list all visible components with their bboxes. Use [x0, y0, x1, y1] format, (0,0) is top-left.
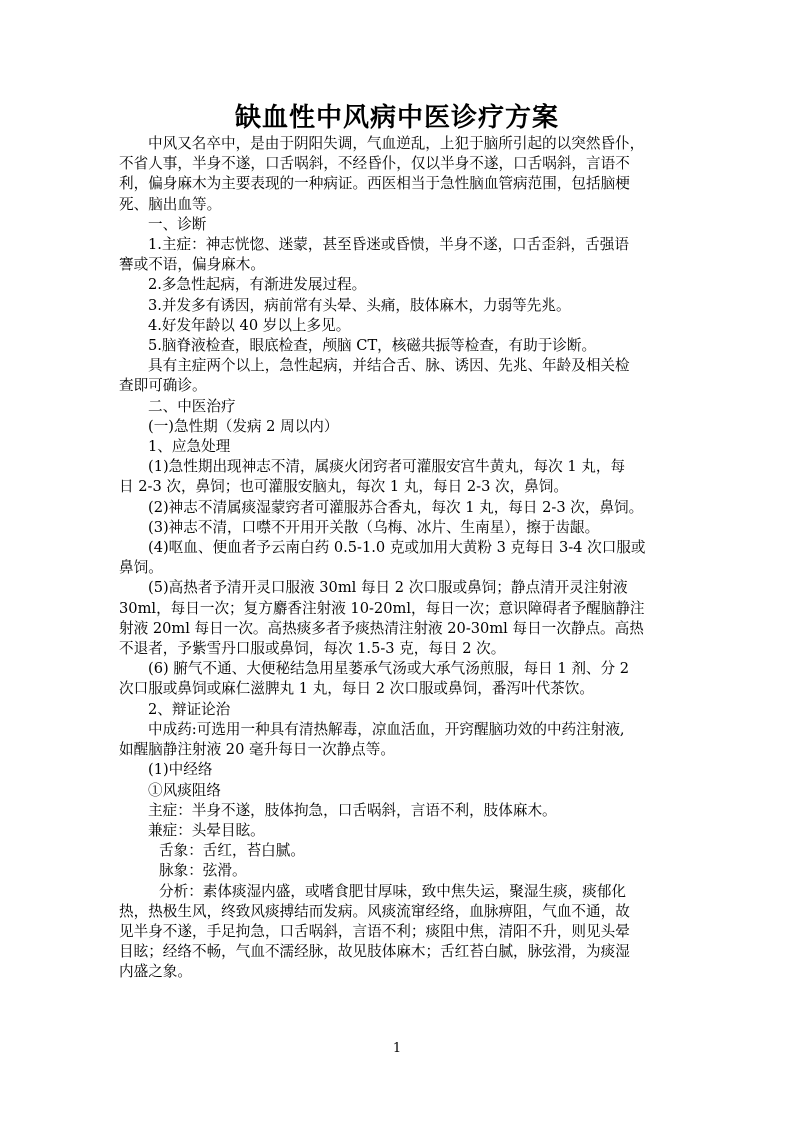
section-heading: 二、中医治疗 [148, 397, 236, 415]
paragraph-line: 2.多急性起病，有渐进发展过程。 [148, 276, 367, 294]
section-heading: 一、诊断 [148, 215, 207, 233]
paragraph-line: 主症：半身不遂，肢体拘急，口舌㖞斜，言语不利，肢体麻木。 [148, 801, 557, 819]
subsection-heading: 2、辩证论治 [148, 700, 231, 718]
paragraph-line: 不省人事，半身不遂，口舌㖞斜，不经昏仆，仅以半身不遂，口舌㖞斜，言语不 [119, 155, 630, 173]
paragraph-line: 1.主症：神志恍惚、迷蒙，甚至昏迷或昏愦，半身不遂，口舌歪斜，舌强语 [148, 236, 629, 254]
paragraph-line: (3)神志不清，口噤不开用开关散（乌梅、冰片、生南星），擦于齿龈。 [148, 518, 600, 536]
paragraph-line: (2)神志不清属痰湿蒙窍者可灌服苏合香丸，每次 1 丸，每日 2-3 次，鼻饲。 [148, 498, 644, 516]
paragraph-line: 中风又名卒中，是由于阴阳失调，气血逆乱，上犯于脑所引起的以突然昏仆， [148, 135, 645, 152]
paragraph-line: (6) 腑气不通、大便秘结急用星蒌承气汤或大承气汤煎服，每日 1 剂、分 2 [148, 660, 630, 678]
paragraph-line: 30ml，每日一次；复方麝香注射液 10-20ml，每日一次；意识障碍者予醒脑静注 [119, 599, 645, 617]
paragraph-line: 不退者，予紫雪丹口服或鼻饲，每次 1.5-3 克，每日 2 次。 [119, 640, 506, 658]
paragraph-line: 射液 20ml 每日一次。高热痰多者予痰热清注射液 20-30ml 每日一次静点。高热 [119, 619, 644, 637]
document-title: 缺血性中风病中医诊疗方案 [234, 103, 559, 133]
paragraph-line: 3.并发多有诱因，病前常有头晕、头痛，肢体麻木，力弱等先兆。 [148, 296, 571, 314]
paragraph-line: 见半身不遂，手足拘急，口舌㖞斜，言语不利；痰阻中焦，清阳不升，则见头晕 [119, 922, 630, 940]
paragraph-line: 目眩；经络不畅，气血不濡经脉，故见肢体麻木；舌红苔白腻，脉弦滑，为痰湿 [119, 943, 630, 961]
paragraph-line: 死、脑出血等。 [119, 195, 222, 213]
paragraph-line: (1)急性期出现神志不清，属痰火闭窍者可灌服安宫牛黄丸，每次 1 丸，每 [148, 458, 626, 476]
paragraph-line: 分析：素体痰湿内盛，或嗜食肥甘厚味，致中焦失运，聚湿生痰，痰郁化 [159, 882, 627, 900]
document-body [119, 134, 675, 983]
paragraph-line: 次口服或鼻饲或麻仁滋脾丸 1 丸，每日 2 次口服或鼻饲，番泻叶代茶饮。 [119, 680, 594, 698]
paragraph-line: 謇或不语，偏身麻木。 [119, 256, 265, 274]
paragraph-line: 舌象：舌红，苔白腻。 [159, 842, 305, 860]
paragraph-line: 具有主症两个以上，急性起病，并结合舌、脉、诱因、先兆、年龄及相关检 [148, 357, 630, 375]
subsection-heading: 1、应急处理 [148, 438, 231, 456]
paragraph-line: 利，偏身麻木为主要表现的一种病证。西医相当于急性脑血管病范围，包括脑梗 [119, 175, 630, 193]
subsection-heading: (1)中经络 [148, 761, 213, 779]
paragraph-line: 查即可确诊。 [119, 377, 207, 395]
paragraph-line: 脉象：弦滑。 [159, 862, 247, 880]
paragraph-line: (5)高热者予清开灵口服液 30ml 每日 2 次口服或鼻饲；静点清开灵注射液 [148, 579, 628, 597]
paragraph-line: 中成药:可选用一种具有清热解毒，凉血活血，开窍醒脑功效的中药注射液, [148, 720, 625, 738]
subsection-heading: (一)急性期（发病 2 周以内） [148, 417, 339, 435]
paragraph-line: 热，热极生风，终致风痰搏结而发病。风痰流窜经络，血脉痹阻，气血不通，故 [119, 902, 630, 920]
paragraph-line: 鼻饲。 [119, 559, 163, 577]
paragraph-line: 如醒脑静注射液 20 毫升每日一次静点等。 [119, 741, 395, 759]
subsection-heading: ①风痰阻络 [148, 781, 221, 799]
paragraph-line: 兼症：头晕目眩。 [148, 821, 265, 839]
paragraph-line: 日 2-3 次，鼻饲；也可灌服安脑丸，每次 1 丸，每日 2-3 次，鼻饲。 [119, 478, 568, 496]
paragraph-line: 5.脑脊液检查，眼底检查，颅脑 CT，核磁共振等检查，有助于诊断。 [148, 337, 597, 355]
paragraph-line: 内盛之象。 [119, 963, 192, 981]
page-number: 1 [392, 1041, 402, 1056]
paragraph-line: 4.好发年龄以 40 岁以上多见。 [148, 316, 351, 334]
paragraph-line: (4)呕血、便血者予云南白药 0.5-1.0 克或加用大黄粉 3 克每日 3-4 次口服或 [148, 539, 646, 557]
